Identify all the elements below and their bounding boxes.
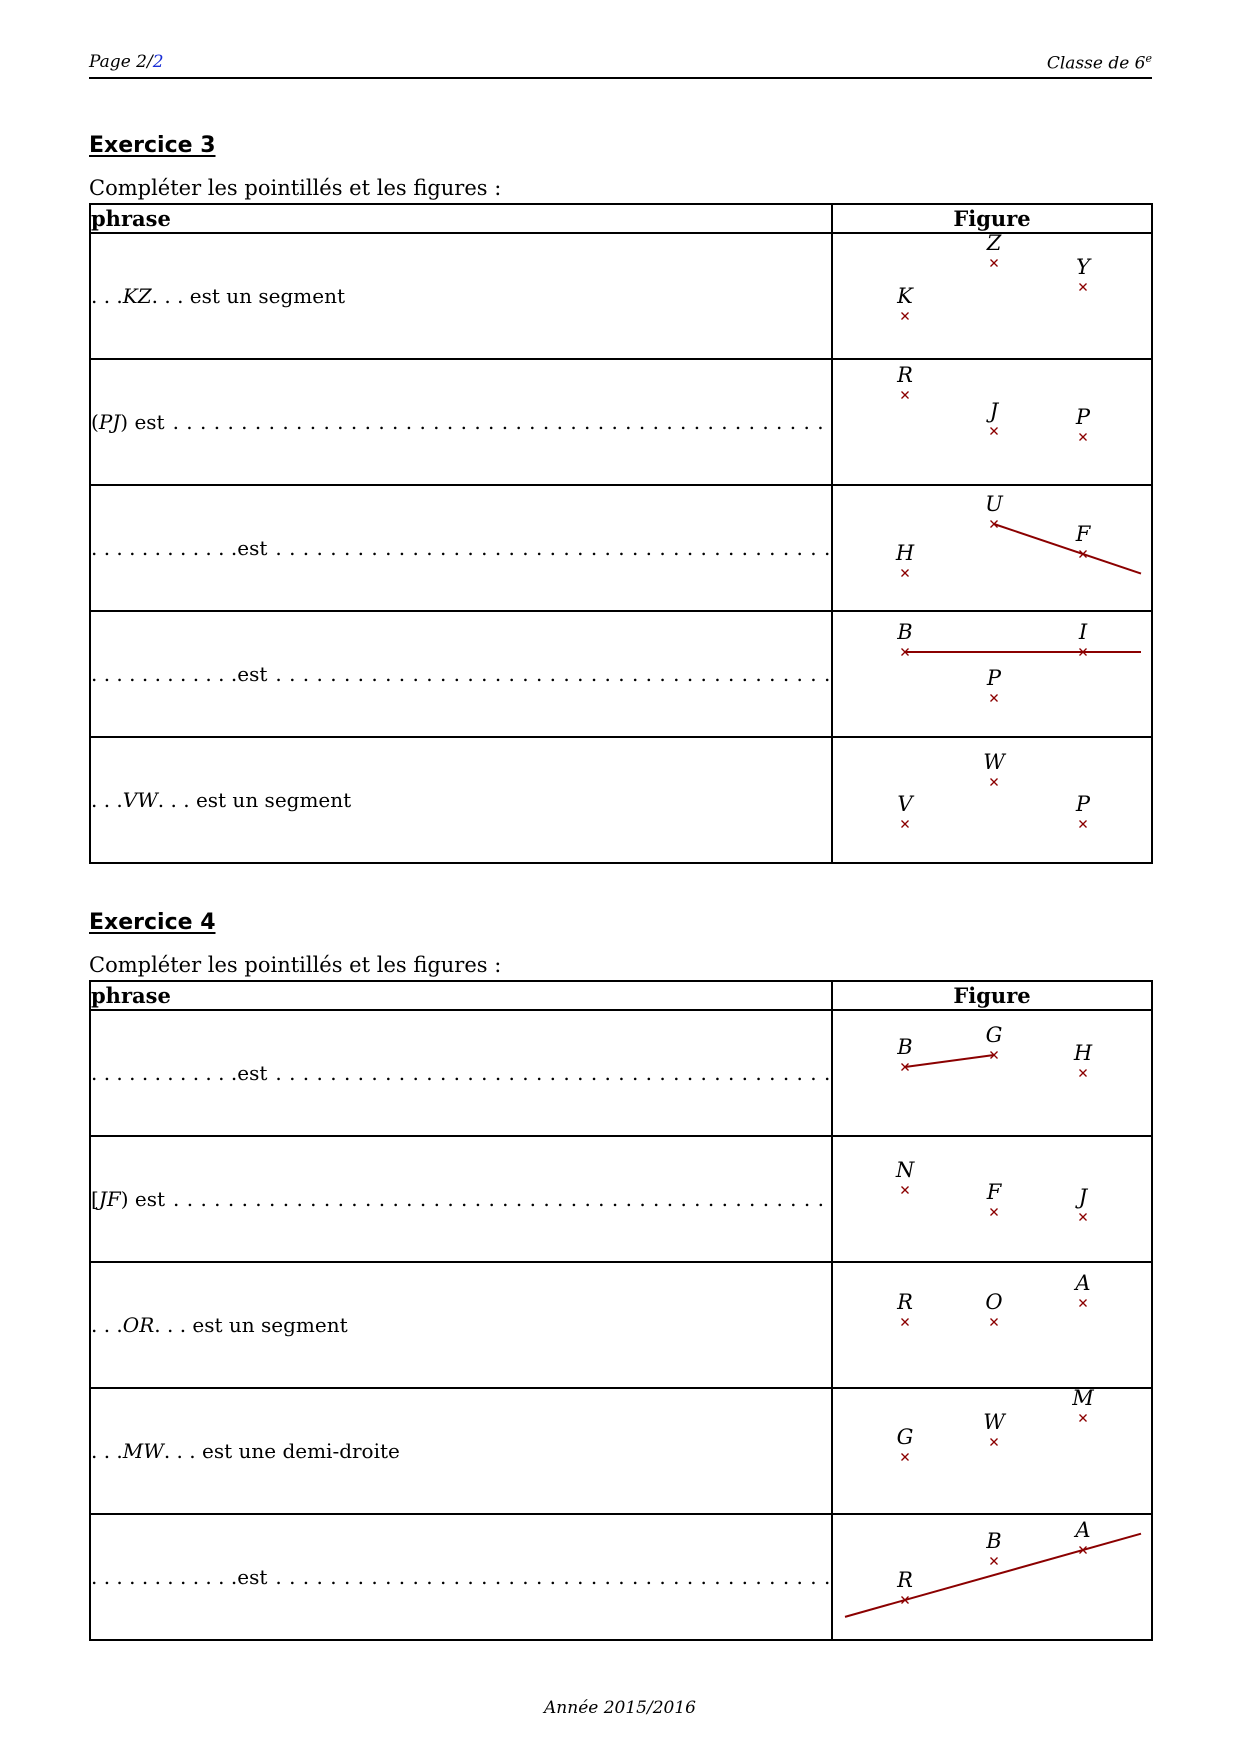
point-marker	[1080, 1300, 1087, 1307]
figure-cell	[832, 611, 1152, 737]
class-superscript: e	[1145, 52, 1152, 65]
phrase-suffix: . . . est un segment	[157, 788, 352, 812]
table-header-row	[90, 981, 1152, 1010]
figure-drawing[interactable]	[833, 1011, 1153, 1135]
figure-cell	[832, 359, 1152, 485]
figure-cell	[832, 1262, 1152, 1388]
point-label: O	[985, 1290, 1003, 1314]
phrase-prefix: . . . . . . . . . . . .	[91, 1061, 238, 1085]
table-row	[90, 1262, 1152, 1388]
point-label: F	[1075, 522, 1091, 546]
figure-drawing[interactable]	[833, 738, 1153, 862]
column-header-figure: Figure	[832, 981, 1152, 1010]
point-label: Y	[1076, 255, 1090, 279]
phrase-suffix: . . . est un segment	[151, 284, 346, 308]
phrase-text	[91, 284, 831, 308]
point-label: P	[986, 666, 1002, 690]
phrase-text	[91, 1187, 831, 1211]
exercise-title: Exercice 3	[89, 133, 216, 158]
point-marker	[1080, 821, 1087, 828]
phrase-prefix: . . .	[91, 1313, 123, 1337]
figure-drawing[interactable]	[833, 612, 1153, 736]
figure-cell	[832, 737, 1152, 863]
figure-drawing[interactable]	[833, 234, 1153, 358]
table-row	[90, 1010, 1152, 1136]
answer-blank[interactable]	[275, 1565, 831, 1589]
point-label: R	[897, 1290, 913, 1314]
point-marker	[991, 428, 998, 435]
table-row	[90, 1514, 1152, 1640]
phrase-prefix: . . .	[91, 284, 123, 308]
point-marker	[1080, 434, 1087, 441]
point-label: J	[1078, 1185, 1088, 1209]
point-marker	[1080, 1415, 1087, 1422]
point-label: J	[989, 399, 999, 423]
point-marker	[1080, 1214, 1087, 1221]
point-label: K	[897, 284, 913, 308]
point-label: B	[897, 620, 913, 644]
point-label: H	[895, 541, 915, 565]
demi-droite-line	[994, 524, 1141, 574]
phrase-cell	[90, 611, 832, 737]
phrase-text	[91, 1565, 831, 1589]
point-label: W	[983, 1410, 1005, 1434]
figure-drawing[interactable]	[833, 1263, 1153, 1387]
phrase-text	[91, 1439, 831, 1463]
table-row	[90, 611, 1152, 737]
page-total-link[interactable]: 2	[152, 52, 164, 72]
table-row	[90, 359, 1152, 485]
phrase-suffix: ) est	[120, 1187, 166, 1211]
figure-cell	[832, 233, 1152, 359]
header-rule	[89, 77, 1152, 79]
figure-drawing[interactable]	[833, 360, 1153, 484]
phrase-text	[91, 662, 831, 686]
phrase-prefix: . . . . . . . . . . . .	[91, 1565, 238, 1589]
point-label: H	[1073, 1041, 1093, 1065]
phrase-cell	[90, 1514, 832, 1640]
point-marker	[902, 1454, 909, 1461]
exercise-instruction: Compléter les pointillés et les figures :	[89, 953, 502, 977]
exercise-table	[89, 203, 1153, 864]
figure-cell	[832, 485, 1152, 611]
point-label: A	[1075, 1271, 1091, 1295]
phrase-prefix: . . . . . . . . . . . .	[91, 662, 238, 686]
point-marker	[991, 1319, 998, 1326]
column-header-figure: Figure	[832, 204, 1152, 233]
page-number	[89, 52, 164, 72]
point-marker	[1080, 284, 1087, 291]
phrase-cell	[90, 359, 832, 485]
point-marker	[1080, 1070, 1087, 1077]
phrase-text	[91, 1313, 831, 1337]
point-marker	[902, 570, 909, 577]
point-label: R	[897, 363, 913, 387]
class-text: Classe de 6	[1046, 53, 1146, 74]
phrase-prefix: . . .	[91, 1439, 123, 1463]
figure-drawing[interactable]	[833, 1389, 1153, 1513]
point-label: B	[986, 1529, 1002, 1553]
point-marker	[902, 1187, 909, 1194]
phrase-suffix: . . . est une demi-droite	[163, 1439, 400, 1463]
phrase-text	[91, 788, 831, 812]
table-row	[90, 1388, 1152, 1514]
phrase-suffix: ) est	[120, 410, 165, 434]
phrase-prefix: [	[91, 1187, 99, 1211]
answer-blank[interactable]	[275, 536, 831, 560]
phrase-cell	[90, 737, 832, 863]
phrase-text	[91, 1061, 831, 1085]
figure-cell	[832, 1514, 1152, 1640]
point-label: B	[897, 1035, 913, 1059]
phrase-cell	[90, 1136, 832, 1262]
exercise-instruction: Compléter les pointillés et les figures :	[89, 176, 502, 200]
point-label: G	[985, 1023, 1003, 1047]
phrase-suffix: est	[237, 662, 268, 686]
phrase-cell	[90, 485, 832, 611]
point-marker	[902, 821, 909, 828]
exercise-title: Exercice 4	[89, 910, 216, 935]
answer-blank[interactable]	[173, 410, 831, 434]
point-label: M	[1072, 1389, 1094, 1410]
phrase-cell	[90, 1388, 832, 1514]
phrase-text	[91, 410, 831, 434]
figure-cell	[832, 1136, 1152, 1262]
answer-blank[interactable]	[173, 1187, 831, 1211]
table-row	[90, 485, 1152, 611]
phrase-cell	[90, 233, 832, 359]
answer-blank[interactable]	[275, 1061, 831, 1085]
point-marker	[991, 260, 998, 267]
point-label: G	[896, 1425, 914, 1449]
phrase-prefix: . . . . . . . . . . . .	[91, 536, 238, 560]
phrase-prefix: . . .	[91, 788, 123, 812]
phrase-math: MW	[122, 1439, 164, 1463]
class-label	[1047, 52, 1152, 74]
figure-cell	[832, 1388, 1152, 1514]
table-row	[90, 233, 1152, 359]
point-label: P	[1075, 792, 1091, 816]
point-label: V	[897, 792, 913, 816]
point-marker	[991, 1439, 998, 1446]
point-label: A	[1075, 1518, 1091, 1542]
phrase-math: PJ	[98, 410, 121, 434]
point-label: P	[1075, 405, 1091, 429]
phrase-suffix: est	[237, 536, 268, 560]
phrase-text	[91, 536, 831, 560]
phrase-suffix: est	[237, 1565, 268, 1589]
point-marker	[991, 695, 998, 702]
phrase-suffix: est	[237, 1061, 268, 1085]
point-marker	[991, 1558, 998, 1565]
table-row	[90, 1136, 1152, 1262]
point-label: Z	[986, 234, 1002, 255]
point-label: I	[1078, 620, 1088, 644]
footer-year: Année 2015/2016	[544, 1698, 696, 1718]
point-marker	[902, 392, 909, 399]
answer-blank[interactable]	[275, 662, 831, 686]
page-label: Page 2/	[89, 52, 153, 72]
phrase-math: KZ	[122, 284, 152, 308]
point-marker	[991, 1209, 998, 1216]
figure-drawing[interactable]	[833, 486, 1153, 610]
phrase-cell	[90, 1010, 832, 1136]
figure-drawing[interactable]	[833, 1515, 1153, 1639]
figure-drawing[interactable]	[833, 1137, 1153, 1261]
point-label: W	[983, 750, 1005, 774]
point-label: F	[986, 1180, 1002, 1204]
table-row	[90, 737, 1152, 863]
point-marker	[902, 1319, 909, 1326]
phrase-math: JF	[98, 1187, 121, 1211]
segment-line	[905, 1055, 994, 1067]
phrase-cell	[90, 1262, 832, 1388]
column-header-phrase: phrase	[90, 204, 832, 233]
phrase-math: OR	[122, 1313, 155, 1337]
table-header-row	[90, 204, 1152, 233]
point-marker	[991, 779, 998, 786]
phrase-suffix: . . . est un segment	[154, 1313, 348, 1337]
exercise-table	[89, 980, 1153, 1641]
point-label: N	[895, 1158, 915, 1182]
column-header-phrase: phrase	[90, 981, 832, 1010]
point-marker	[902, 313, 909, 320]
point-label: U	[985, 492, 1003, 516]
figure-cell	[832, 1010, 1152, 1136]
point-label: R	[897, 1568, 913, 1592]
phrase-prefix: (	[91, 410, 99, 434]
phrase-math: VW	[122, 788, 158, 812]
